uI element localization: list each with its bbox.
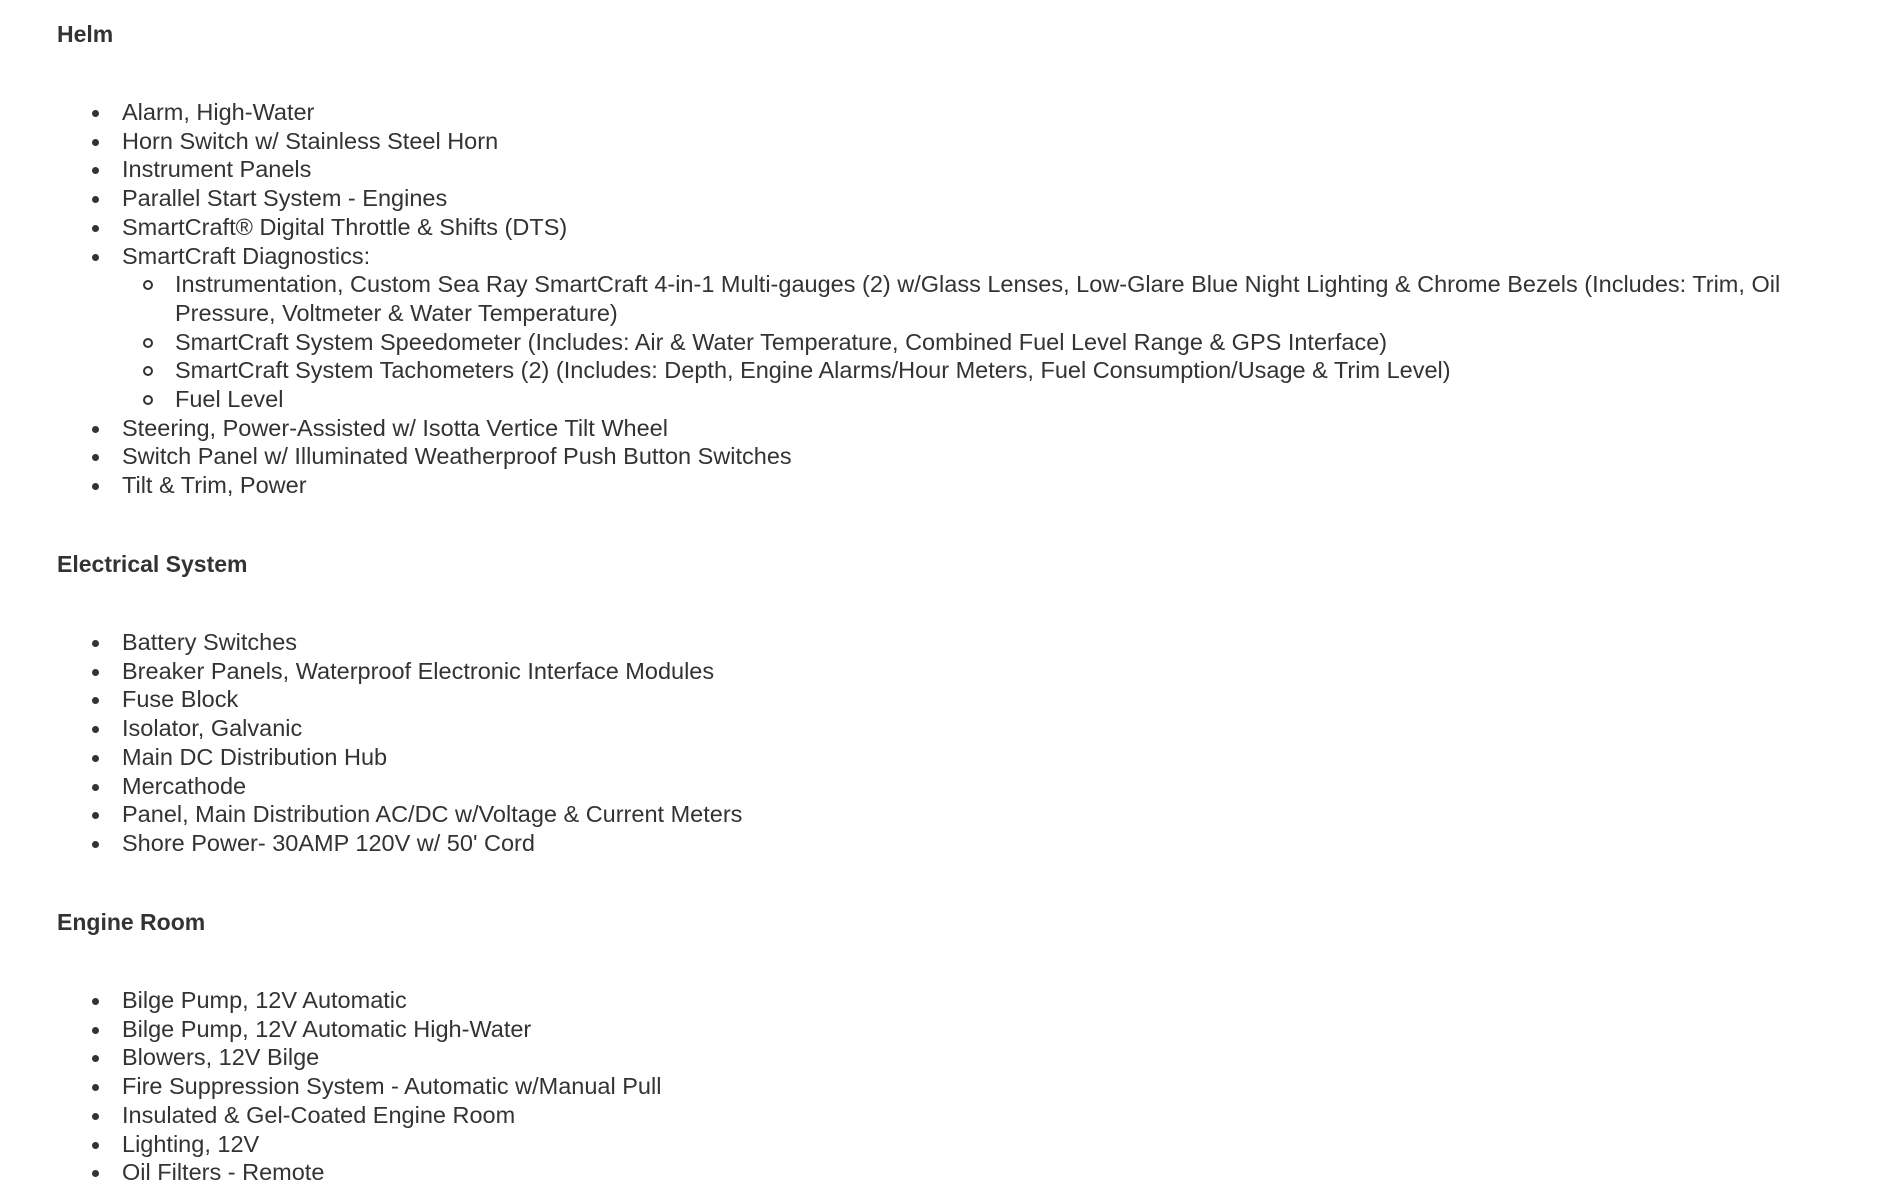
bullet-icon [92,669,99,676]
section-title-helm: Helm [57,21,114,47]
bullet-icon [92,254,99,261]
diagnostics-sublist [122,270,1898,414]
list-item: SmartCraft® Digital Throttle & Shifts (DTS) [0,213,1898,242]
list-item: Oil Filters - Remote [0,1158,1898,1187]
list-item: Steering, Power-Assisted w/ Isotta Vertice Tilt Wheel [0,414,1898,443]
list-item: Tilt & Trim, Power [0,471,1898,500]
sub-list-item: Fuel Level [0,385,1887,414]
bullet-icon [92,139,99,146]
bullet-icon [92,784,99,791]
section-title-electrical-system: Electrical System [57,551,248,577]
list-item: Alarm, High-Water [0,98,1898,127]
bullet-icon [92,640,99,647]
circle-bullet-icon [143,338,153,348]
sub-list-item: SmartCraft System Tachometers (2) (Includes: Depth, Engine Alarms/Hour Meters, Fuel Consumption/Usage & Trim Level) [0,356,1887,385]
circle-bullet-icon [143,395,153,405]
bullet-icon [92,998,99,1005]
bullet-icon [92,426,99,433]
bullet-icon [92,1055,99,1062]
bullet-icon [92,1027,99,1034]
bullet-icon [92,110,99,117]
list-item: Insulated & Gel-Coated Engine Room [0,1101,1898,1130]
list-item: Isolator, Galvanic [0,714,1898,743]
bullet-icon [92,167,99,174]
list-item: Battery Switches [0,628,1898,657]
list-item: Main DC Distribution Hub [0,743,1898,772]
list-item: Fuse Block [0,685,1898,714]
sub-list-item: SmartCraft System Speedometer (Includes: Air & Water Temperature, Combined Fuel Level Range & GPS Interface) [0,328,1887,357]
list-item: Breaker Panels, Waterproof Electronic Interface Modules [0,657,1898,686]
sub-list-item: Instrumentation, Custom Sea Ray SmartCraft 4-in-1 Multi-gauges (2) w/Glass Lenses, Low-Glare Blue Night Lighting & Chrome Bezels (Includes: Trim, Oil Pressure, Voltmeter & Water Temperature) [0,270,1887,327]
list-item: Horn Switch w/ Stainless Steel Horn [0,127,1898,156]
list-item: Mercathode [0,772,1898,801]
section-title-engine-room: Engine Room [57,909,206,935]
bullet-icon [92,1084,99,1091]
bullet-icon [92,841,99,848]
list-item: Blowers, 12V Bilge [0,1043,1898,1072]
list-item: Panel, Main Distribution AC/DC w/Voltage & Current Meters [0,800,1898,829]
bullet-icon [92,196,99,203]
list-item: Shore Power- 30AMP 120V w/ 50' Cord [0,829,1898,858]
bullet-icon [92,812,99,819]
list-item: Instrument Panels [0,155,1898,184]
list-item: Fire Suppression System - Automatic w/Manual Pull [0,1072,1898,1101]
circle-bullet-icon [143,366,153,376]
bullet-icon [92,697,99,704]
electrical-system-list [0,628,1898,858]
engine-room-list [0,986,1898,1187]
list-item: Lighting, 12V [0,1130,1898,1159]
bullet-icon [92,454,99,461]
bullet-icon [92,225,99,232]
bullet-icon [92,483,99,490]
bullet-icon [92,1113,99,1120]
list-item-smartcraft-diagnostics: SmartCraft Diagnostics: Instrumentation, Custom Sea Ray SmartCraft 4-in-1 Multi-gauges (2) w/Glass Lenses, Low-Glare Blue Night Lighting & Chrome Bezels (Includes: Trim, Oil Pressure, Voltmeter & Water Temperature) SmartCraft System Speedometer (Includes: Air & Water Temperature, Combined Fuel Level Range & GPS Interface) SmartCraft System Tachometers (2) (Includes: Depth, Engine Alarms/Hour Meters, Fuel Consumption/Usage & Trim Level) Fuel Level [0,242,1898,414]
bullet-icon [92,1170,99,1177]
bullet-icon [92,726,99,733]
list-item: Parallel Start System - Engines [0,184,1898,213]
bullet-icon [92,755,99,762]
list-item: Bilge Pump, 12V Automatic [0,986,1898,1015]
circle-bullet-icon [143,280,153,290]
helm-list [0,98,1898,500]
bullet-icon [92,1142,99,1149]
list-item: Bilge Pump, 12V Automatic High-Water [0,1015,1898,1044]
list-item: Switch Panel w/ Illuminated Weatherproof Push Button Switches [0,442,1898,471]
